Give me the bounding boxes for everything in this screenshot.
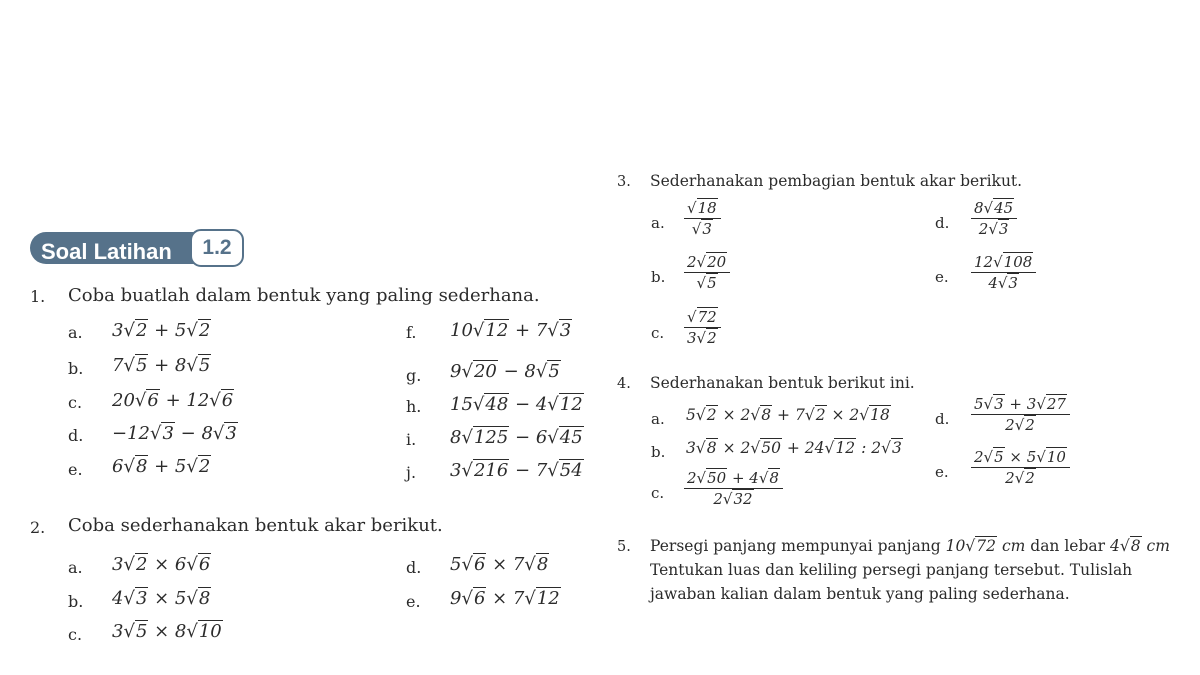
q3-fraction-a (684, 199, 721, 238)
badge-title: Soal Latihan (41, 239, 172, 264)
q5-text-length-prefix: Persegi panjang mempunyai panjang (650, 537, 941, 555)
question-3-text: Sederhanakan pembagian bentuk akar berikut. (650, 172, 1023, 190)
q3-label-c: c. (651, 324, 665, 342)
q2-expr-c: 3√5 × 8√10 (112, 621, 222, 642)
q1-expr-f: 10√12 + 7√3 (450, 320, 572, 341)
q1-label-h: h. (406, 397, 422, 416)
q1-expr-h: 15√48 − 4√12 (450, 394, 583, 415)
q3-label-d: d. (935, 214, 950, 232)
q5-text-width-prefix: dan lebar (1030, 537, 1106, 555)
q4-expr-b: 3√8 × 2√50 + 24√12 : 2√3 (686, 439, 902, 457)
q4-label-b: b. (651, 443, 666, 461)
q2-label-d: d. (406, 558, 422, 577)
question-4-text: Sederhanakan bentuk berikut ini. (650, 374, 915, 392)
question-3-number: 3. (617, 174, 631, 190)
q1-expr-j: 3√216 − 7√54 (450, 460, 583, 481)
q3-fraction-d (971, 199, 1017, 238)
badge-number: 1.2 (190, 229, 244, 267)
q1-expr-c: 20√6 + 12√6 (112, 390, 234, 411)
q4-fraction-e-denominator: 2√2 (1005, 469, 1035, 487)
q3-fraction-b (684, 253, 730, 292)
q3-fraction-a-denominator: √3 (691, 220, 712, 238)
q4-fraction-c-numerator: 2√50 + 4√8 (684, 469, 783, 489)
q4-expr-a: 5√2 × 2√8 + 7√2 × 2√18 (686, 406, 890, 424)
q4-fraction-d (971, 395, 1070, 434)
q1-expr-d: −12√3 − 8√3 (112, 423, 237, 444)
q1-label-d: d. (68, 426, 84, 445)
q1-expr-g: 9√20 − 8√5 (450, 361, 560, 382)
q1-label-a: a. (68, 323, 83, 342)
q2-label-a: a. (68, 558, 83, 577)
q1-label-f: f. (406, 323, 417, 342)
q3-fraction-d-numerator: 8√45 (971, 199, 1017, 219)
q3-fraction-e-denominator: 4√3 (988, 274, 1018, 292)
q2-expr-e: 9√6 × 7√12 (450, 588, 560, 609)
q1-label-j: j. (406, 463, 417, 482)
q2-label-c: c. (68, 625, 83, 644)
exercise-badge (30, 229, 243, 267)
q2-expr-a: 3√2 × 6√6 (112, 554, 211, 575)
q3-fraction-b-numerator: 2√20 (684, 253, 730, 273)
q2-label-e: e. (406, 592, 421, 611)
q2-label-b: b. (68, 592, 84, 611)
q4-label-e: e. (935, 463, 949, 481)
q3-fraction-e-numerator: 12√108 (971, 253, 1036, 273)
question-2-number: 2. (30, 518, 46, 537)
q5-width-value: 4√8 cm (1109, 537, 1170, 555)
q4-fraction-c-denominator: 2√32 (713, 490, 753, 508)
q2-expr-b: 4√3 × 5√8 (112, 588, 211, 609)
q3-fraction-c (684, 308, 721, 347)
question-1-text: Coba buatlah dalam bentuk yang paling sederhana. (68, 285, 540, 306)
q1-label-i: i. (406, 430, 417, 449)
q3-fraction-b-denominator: √5 (696, 274, 717, 292)
q3-fraction-e (971, 253, 1036, 292)
question-1-number: 1. (30, 287, 46, 306)
question-2-text: Coba sederhanakan bentuk akar berikut. (68, 515, 443, 536)
q3-label-b: b. (651, 268, 666, 286)
q4-label-c: c. (651, 484, 665, 502)
q3-fraction-a-numerator: √18 (684, 199, 721, 219)
q3-label-e: e. (935, 268, 949, 286)
q3-fraction-c-denominator: 3√2 (687, 329, 717, 347)
q5-length-value: 10√72 cm (945, 537, 1026, 555)
q3-label-a: a. (651, 214, 665, 232)
question-5-line-1 (650, 537, 1170, 555)
q1-label-g: g. (406, 366, 422, 385)
q1-expr-a: 3√2 + 5√2 (112, 320, 211, 341)
q1-expr-b: 7√5 + 8√5 (112, 355, 211, 376)
q4-label-d: d. (935, 410, 950, 428)
q4-fraction-d-numerator: 5√3 + 3√27 (971, 395, 1070, 415)
q1-label-e: e. (68, 460, 83, 479)
question-5-line-3: jawaban kalian dalam bentuk yang paling sederhana. (650, 585, 1070, 603)
q3-fraction-c-numerator: √72 (684, 308, 721, 328)
question-5-number: 5. (617, 539, 631, 555)
q3-fraction-d-denominator: 2√3 (978, 220, 1009, 238)
q1-label-b: b. (68, 359, 84, 378)
q1-expr-e: 6√8 + 5√2 (112, 456, 211, 477)
q1-expr-i: 8√125 − 6√45 (450, 427, 583, 448)
question-4-number: 4. (617, 376, 631, 392)
q1-label-c: c. (68, 393, 83, 412)
question-5-line-2: Tentukan luas dan keliling persegi panjang tersebut. Tulislah (650, 561, 1133, 579)
q4-fraction-d-denominator: 2√2 (1005, 416, 1035, 434)
q4-fraction-e (971, 448, 1070, 487)
q4-fraction-c (684, 469, 783, 508)
q2-expr-d: 5√6 × 7√8 (450, 554, 549, 575)
q4-label-a: a. (651, 410, 665, 428)
q4-fraction-e-numerator: 2√5 × 5√10 (971, 448, 1070, 468)
